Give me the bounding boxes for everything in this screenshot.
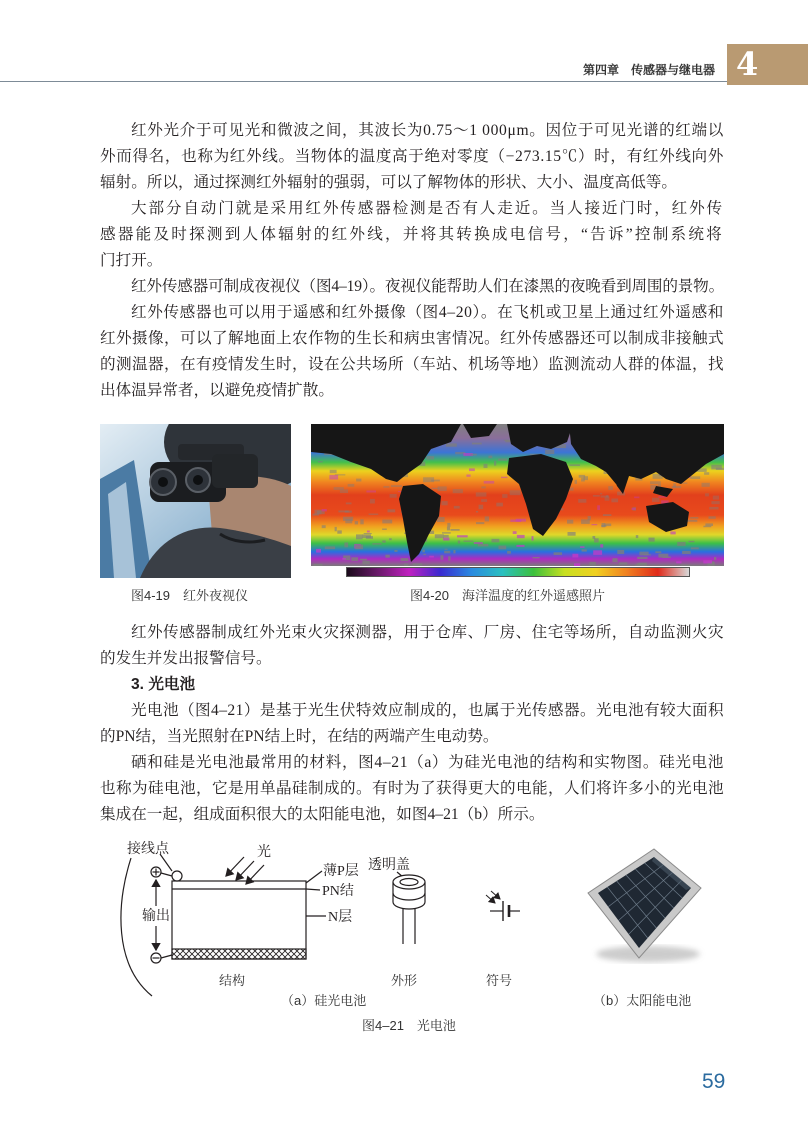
cloud-patch: [713, 496, 719, 500]
subfigure-a-caption: （a）硅光电池: [281, 993, 367, 1008]
line-text: 也称为硅电池，它是用单晶硅制成的。有时为了获得更大的电能，人们将许多小的光电池: [100, 780, 724, 797]
line-text: 外而得名，也称为红外线。当物体的温度高于绝对零度（−273.15℃）时，有红外线向外: [100, 148, 724, 165]
cloud-patch: [362, 561, 369, 565]
line-text: 的PN结，当光照射在PN结上时，在结的两端产生电动势。: [100, 728, 499, 745]
cloud-patch: [711, 501, 719, 504]
light-ray-arrow: [236, 861, 254, 880]
body-text-top: [100, 118, 724, 404]
connecting-wire-curve: [121, 858, 152, 996]
figure-4-21-caption: 图4–21 光电池: [362, 1018, 456, 1033]
line-text: 门打开。: [100, 252, 163, 269]
text-line: [100, 274, 724, 300]
cloud-patch: [479, 505, 484, 510]
cloud-patch: [636, 535, 639, 538]
cloud-patch: [605, 497, 610, 501]
cloud-patch: [612, 558, 617, 562]
text-line: [100, 378, 724, 404]
cloud-patch: [673, 483, 676, 487]
cloud-patch: [366, 490, 376, 492]
cloud-patch: [478, 544, 489, 547]
line-text: 的发生并发出报警信号。: [100, 650, 272, 667]
cloud-patch: [448, 556, 450, 560]
text-line: [100, 170, 724, 196]
cloud-patch: [338, 510, 348, 512]
cloud-patch: [639, 552, 648, 556]
light-label: 光: [257, 845, 271, 860]
cloud-patch: [329, 475, 338, 480]
cloud-patch: [492, 539, 500, 543]
cloud-patch: [597, 505, 600, 510]
positive-terminal-icon: [151, 867, 161, 877]
cloud-patch: [532, 536, 534, 540]
cloud-patch: [362, 534, 371, 538]
negative-terminal-icon: [151, 953, 161, 963]
cloud-patch: [632, 508, 636, 510]
structure-label: 结构: [219, 973, 246, 988]
body-text-bottom: [100, 620, 724, 828]
cloud-patch: [458, 541, 460, 544]
symbol-label: 符号: [486, 973, 513, 988]
cloud-patch: [413, 563, 422, 565]
cloud-patch: [545, 565, 554, 566]
right-lens-center: [193, 475, 203, 485]
cloud-patch: [484, 481, 495, 484]
cloud-patch: [485, 516, 489, 521]
paragraph: [100, 620, 724, 672]
appearance-label: 外形: [391, 973, 418, 988]
cloud-patch: [481, 486, 485, 488]
line-text: 感器能及时探测到人体辐射的红外线，并将其转换成电信号，“告诉”控制系统将: [100, 226, 724, 243]
ocean-temperature-map: [311, 424, 724, 566]
cloud-patch: [650, 481, 661, 484]
cloud-patch: [453, 489, 463, 493]
cloud-patch: [444, 535, 449, 538]
cloud-patch: [703, 526, 711, 528]
cloud-patch: [391, 485, 402, 487]
paragraph: [100, 300, 724, 404]
cloud-patch: [545, 450, 554, 454]
paragraph: [100, 196, 724, 274]
cloud-patch: [423, 554, 426, 555]
cloud-patch: [476, 492, 487, 496]
cloud-patch: [652, 498, 660, 502]
cloud-patch: [457, 535, 468, 537]
cloud-patch: [499, 546, 507, 550]
cloud-patch: [442, 501, 448, 505]
cloud-patch: [498, 459, 507, 461]
transparent-cap: [393, 875, 425, 889]
cloud-patch: [355, 545, 363, 550]
cloud-patch: [385, 555, 389, 558]
cloud-patch: [313, 514, 320, 516]
cloud-patch: [516, 545, 524, 547]
cloud-patch: [567, 520, 573, 524]
cloud-patch: [446, 443, 457, 446]
left-lens-center: [158, 477, 168, 487]
text-line: [100, 620, 724, 646]
output-label: 输出: [142, 909, 170, 924]
page-number: 59: [702, 1070, 726, 1093]
cloud-patch: [488, 456, 492, 459]
symbol-light-arrow: [491, 891, 500, 899]
cloud-patch: [636, 563, 645, 566]
text-line: [100, 248, 724, 274]
text-line: [100, 118, 724, 144]
cloud-patch: [714, 557, 716, 560]
line-text: 光电池（图4–21）是基于光生伏特效应制成的，也属于光传感器。光电池有较大面积: [131, 702, 724, 719]
temperature-colorbar: [346, 567, 690, 577]
paragraph: [100, 698, 724, 750]
cloud-patch: [592, 524, 598, 525]
cloud-patch: [447, 527, 450, 531]
cloud-patch: [533, 557, 540, 558]
cloud-patch: [360, 559, 367, 561]
cloud-patch: [447, 523, 450, 527]
n-layer-label: N层: [328, 910, 353, 925]
cloud-patch: [575, 480, 577, 484]
line-text: 3. 光电池: [131, 676, 196, 693]
figure-4-19-caption: 图4-19 红外夜视仪: [131, 588, 249, 603]
cloud-patch: [372, 543, 381, 544]
cloud-patch: [703, 560, 712, 563]
cloud-patch: [600, 493, 602, 495]
cloud-patch: [431, 488, 439, 489]
cloud-patch: [507, 551, 511, 554]
section-heading: [100, 672, 724, 698]
line-text: 红外传感器制成红外光束火灾探测器，用于仓库、厂房、住宅等场所，自动监测火灾: [131, 624, 724, 641]
text-line: [100, 646, 724, 672]
night-vision-photo: [100, 424, 291, 578]
text-line: [100, 750, 724, 776]
cloud-patch: [360, 519, 363, 524]
cloud-patch: [608, 486, 613, 490]
cloud-patch: [351, 557, 358, 561]
cloud-patch: [330, 470, 337, 473]
cloud-patch: [670, 532, 675, 535]
cloud-patch: [593, 550, 602, 555]
cloud-patch: [600, 544, 603, 547]
cloud-patch: [474, 542, 483, 544]
cloud-patch: [469, 468, 475, 471]
line-text: 红外光介于可见光和微波之间，其波长为0.75～1 000μm。因位于可见光谱的红端以: [131, 122, 724, 139]
subfigure-b-caption: （b）太阳能电池: [593, 993, 692, 1008]
paragraph: [100, 118, 724, 196]
cloud-patch: [364, 533, 372, 534]
cloud-patch: [517, 535, 525, 538]
cloud-patch: [705, 523, 713, 526]
cloud-patch: [705, 493, 709, 496]
cloud-patch: [637, 557, 647, 559]
solar-panel-photo: [588, 849, 701, 962]
p-layer-leader-line: [306, 871, 322, 883]
cloud-patch: [574, 563, 580, 566]
cloud-patch: [662, 557, 671, 558]
cloud-patch: [691, 547, 699, 549]
cloud-patch: [690, 517, 698, 519]
cloud-patch: [649, 538, 655, 542]
cloud-patch: [322, 525, 326, 528]
section-heading-block: [100, 672, 724, 698]
cloud-patch: [394, 550, 397, 552]
cloud-patch: [444, 551, 450, 554]
cloud-patch: [348, 484, 355, 487]
terminal-point: [172, 871, 182, 881]
cloud-patch: [619, 562, 627, 564]
transparent-cap-label: 透明盖: [368, 858, 410, 873]
cloud-patch: [435, 534, 444, 538]
cloud-patch: [681, 565, 690, 566]
chapter-number: 4: [736, 45, 759, 83]
cloud-patch: [340, 489, 348, 493]
cloud-patch: [689, 541, 695, 543]
cloud-patch: [709, 516, 716, 519]
cloud-patch: [389, 538, 392, 540]
cloud-patch: [634, 497, 639, 499]
cloud-patch: [464, 541, 474, 542]
figure-4-21-photocell: [0, 835, 808, 1035]
p-layer-label: 薄P层: [323, 864, 359, 879]
cloud-patch: [383, 486, 389, 488]
cloud-patch: [314, 564, 323, 566]
cloud-patch: [502, 494, 507, 498]
cloud-patch: [568, 532, 576, 536]
cloud-patch: [445, 549, 448, 550]
cloud-patch: [593, 536, 596, 539]
chapter-number-tab: [727, 44, 808, 85]
cloud-patch: [382, 529, 387, 530]
cloud-patch: [682, 551, 691, 554]
photocell-symbol: [486, 891, 520, 921]
cloud-patch: [594, 538, 599, 542]
paragraph: [100, 750, 724, 828]
symbol-light-arrow: [486, 895, 495, 903]
terminal-label: 接线点: [127, 842, 169, 857]
cloud-patch: [687, 520, 697, 522]
cloud-patch: [318, 461, 323, 462]
line-text: 红外传感器可制成夜视仪（图4–19）。夜视仪能帮助人们在漆黑的夜晚看到周围的景物。: [131, 278, 724, 295]
cloud-patch: [442, 532, 451, 533]
cloud-patch: [476, 522, 484, 524]
cloud-patch: [429, 556, 434, 558]
back-electrode-hatched: [172, 949, 306, 959]
cloud-patch: [617, 492, 625, 496]
text-line: [100, 326, 724, 352]
cloud-patch: [496, 503, 503, 507]
cloud-patch: [581, 519, 590, 524]
cloud-patch: [554, 552, 562, 555]
photocell-appearance-drawing: [393, 872, 425, 944]
cloud-patch: [342, 558, 346, 560]
text-line: [100, 776, 724, 802]
chapter-title: 第四章 传感器与继电器: [582, 63, 715, 77]
cloud-patch: [476, 511, 478, 513]
cloud-patch: [578, 499, 586, 503]
cloud-patch: [582, 549, 587, 551]
cloud-patch: [580, 546, 584, 548]
header-rule: [0, 81, 727, 82]
cloud-patch: [356, 534, 363, 539]
cloud-patch: [617, 550, 624, 554]
cloud-patch: [346, 503, 352, 505]
cloud-patch: [709, 507, 718, 510]
line-text: 的测温器，在有疫情发生时，设在公共场所（车站、机场等地）监测流动人群的体温，找: [100, 356, 724, 373]
cloud-patch: [604, 524, 611, 527]
text-line: [100, 698, 724, 724]
figure-4-20-caption: 图4-20 海洋温度的红外遥感照片: [410, 588, 606, 603]
cloud-patch: [704, 472, 709, 475]
cloud-patch: [343, 517, 353, 521]
line-text: 集成在一起，组成面积很大的太阳能电池，如图4–21（b）所示。: [100, 806, 545, 823]
cloud-patch: [369, 514, 379, 515]
cloud-patch: [677, 542, 685, 546]
cloud-patch: [454, 506, 460, 509]
cloud-patch: [572, 554, 578, 558]
cloud-patch: [443, 538, 449, 541]
cloud-patch: [716, 468, 724, 470]
cloud-patch: [382, 520, 392, 524]
cloud-patch: [426, 456, 434, 459]
cloud-patch: [388, 509, 396, 512]
cloud-patch: [451, 529, 460, 531]
cloud-patch: [401, 558, 409, 561]
cloud-patch: [569, 464, 580, 466]
line-text: 红外摄像，可以了解地面上农作物的生长和病虫害情况。红外传感器还可以制成非接触式: [100, 330, 724, 347]
line-text: 大部分自动门就是采用红外传感器检测是否有人走近。当人接近门时，红外传: [131, 200, 724, 217]
pn-junction-label: PN结: [322, 884, 354, 899]
cloud-patch: [690, 476, 700, 479]
text-line: [100, 300, 724, 326]
paragraph: [100, 274, 724, 300]
cloud-patch: [581, 478, 585, 482]
light-ray-arrow: [226, 857, 244, 876]
cell-body: [172, 881, 306, 959]
cloud-patch: [404, 564, 408, 566]
cloud-patch: [466, 475, 470, 477]
cloud-patch: [367, 531, 370, 533]
cloud-patch: [437, 517, 445, 522]
cloud-patch: [472, 443, 482, 445]
line-text: 辐射。所以，通过探测红外辐射的强弱，可以了解物体的形状、大小、温度高低等。: [100, 174, 677, 191]
cloud-patch: [423, 477, 434, 482]
cloud-patch: [322, 509, 327, 511]
cloud-patch: [510, 490, 521, 495]
cloud-patch: [370, 499, 375, 504]
cloud-patch: [390, 494, 397, 498]
cloud-patch: [344, 543, 348, 548]
cloud-patch: [470, 454, 476, 456]
line-text: 红外传感器也可以用于遥感和红外摄像（图4–20）。在飞机或卫星上通过红外遥感和: [131, 304, 724, 321]
pn-leader-line: [306, 889, 320, 890]
negative-lead: [161, 955, 172, 958]
cloud-patch: [453, 550, 455, 553]
text-line: [100, 222, 724, 248]
cloud-patch: [504, 440, 511, 441]
cloud-patch: [382, 540, 385, 542]
cloud-patch: [423, 550, 425, 553]
cloud-patch: [494, 461, 496, 466]
cloud-patch: [593, 495, 600, 497]
text-line: [100, 802, 724, 828]
cloud-patch: [337, 530, 342, 533]
line-text: 硒和硅是光电池最常用的材料，图4–21（a）为硅光电池的结构和实物图。硅光电池: [131, 754, 724, 771]
cloud-patch: [676, 561, 681, 563]
cloud-patch: [603, 514, 612, 516]
cloud-patch: [356, 479, 361, 482]
text-line: [100, 352, 724, 378]
cloud-patch: [702, 483, 710, 487]
text-line: [100, 144, 724, 170]
cloud-patch: [481, 499, 487, 502]
cloud-patch: [510, 520, 521, 522]
positive-lead: [161, 873, 172, 876]
goggle-housing-rear: [212, 454, 258, 488]
cloud-patch: [316, 549, 321, 553]
cloud-patch: [355, 521, 358, 524]
cloud-patch: [325, 546, 335, 549]
cloud-patch: [672, 486, 681, 488]
cloud-patch: [655, 551, 661, 553]
cloud-patch: [590, 562, 596, 566]
cloud-patch: [335, 527, 337, 531]
text-line: [100, 724, 724, 750]
text-line: [100, 196, 724, 222]
cloud-patch: [513, 531, 517, 534]
cloud-patch: [441, 555, 444, 560]
line-text: 出体温异常者，以避免疫情扩散。: [100, 382, 334, 399]
cloud-patch: [501, 477, 508, 478]
cloud-patch: [611, 499, 618, 503]
cloud-patch: [484, 464, 488, 468]
